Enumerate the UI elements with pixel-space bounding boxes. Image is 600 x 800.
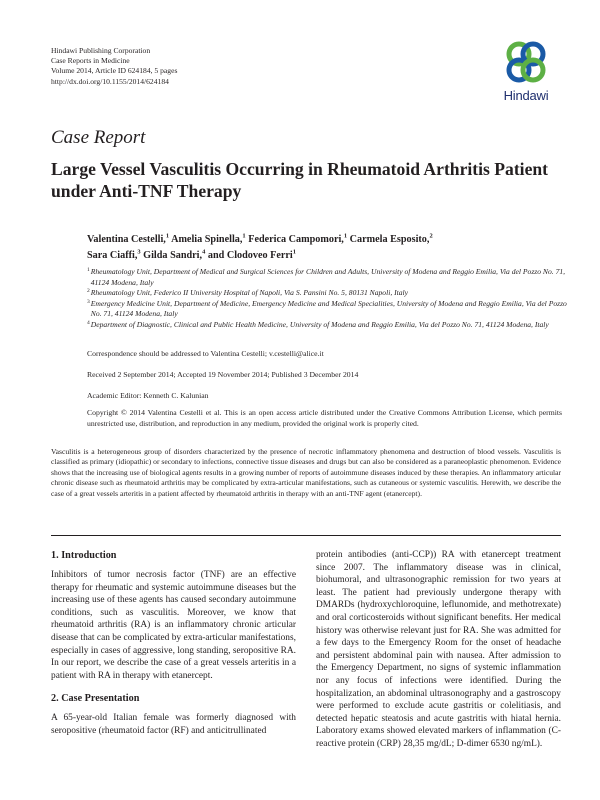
affiliation-list	[87, 267, 567, 330]
author: and Clodoveo Ferri$^1$	[207, 248, 296, 261]
publisher-name: Hindawi Publishing Corporation	[51, 46, 151, 55]
introduction-text: Inhibitors of tumor necrosis factor (TNF) are an effective therapy for rheumatic and systemic autoimmune diseases but the increasing use of these agents has caused secondary autoimmune conditions, such as vasculitis. Moreover, we know that rheumatoid arthritis (RA) is an inflammatory chronic articular disease that can be complicated by extra-articular manifestations, especially in cases of aggressive, long standing, seropositive RA. In our report, we describe the case of a great vessels arteritis in a patient with RA in therapy with etanercept.	[51, 570, 296, 681]
academic-editor: Academic Editor: Kenneth C. Kalunian	[87, 391, 209, 400]
author: Valentina Cestelli,$^1$	[87, 232, 170, 245]
affiliation: 1 Rheumatology Unit, Department of Medical and Surgical Sciences for Children and Adults, University of Modena and Reggio Emilia, Via del Pozzo No. 71, 41124 Modena, Italy	[87, 267, 566, 287]
author: Sara Ciaffi,$^3$	[87, 248, 141, 261]
case-presentation-text: A 65-year-old Italian female was formerly diagnosed with seropositive (rheumatoid factor (RF) and anticitrullinated	[51, 713, 296, 736]
correspondence: Correspondence should be addressed to Valentina Cestelli; v.cestelli@alice.it	[87, 349, 324, 358]
affiliation: 4 Department of Diagnostic, Clinical and Public Health Medicine, University of Modena and Reggio Emilia, Via del Pozzo No. 71, 41124 Modena, Italy	[87, 319, 549, 329]
hindawi-logo-icon	[497, 40, 555, 86]
article-title: Large Vessel Vasculitis Occurring in Rheumatoid Arthritis Patient under Anti-TNF Therapy	[51, 159, 549, 201]
author: Federica Campomori,$^1$	[248, 232, 348, 245]
right-column	[316, 549, 561, 751]
doi-link[interactable]: http://dx.doi.org/10.1155/2014/624184	[51, 76, 169, 86]
section-divider	[51, 535, 561, 536]
abstract: Vasculitis is a heterogeneous group of disorders characterized by the presence of necrotic inflammatory phenomena and destruction of blood vessels. Vasculitis is classified as primary (idiopathic) or secondary to infections, connective tissue diseases and drugs but can also be considered as a paraneoplastic phenomenon. Evidence shows that the increasing use of biological agents results in a growing number of reports of autoimmune diseases induced by these therapies. An inflammatory articular chronic disease such as rheumatoid arthritis may be complicated by extra-articular manifestations, such as cutaneous or systemic vasculitis. Herewith, we describe the case of a great vessels arteritis in a patient affected by rheumatoid arthritis in therapy with an anti-TNF agent (etanercept).	[51, 447, 561, 498]
copyright-notice: Copyright © 2014 Valentina Cestelli et al. This is an open access article distributed under the Creative Commons Attribution License, which permits unrestricted use, distribution, and reproduction in any medium, provided the original work is properly cited.	[87, 408, 562, 428]
section-heading-case-presentation: 2. Case Presentation	[51, 693, 140, 705]
affiliation: 2 Rheumatology Unit, Federico II University Hospital of Napoli, Via S. Pansini No. 5, 80131 Napoli, Italy	[87, 288, 409, 297]
author: Gilda Sandri,$^4$	[143, 248, 206, 261]
left-column	[51, 550, 296, 738]
author: Amelia Spinella,$^1$	[171, 232, 246, 245]
hindawi-logo	[497, 40, 555, 104]
journal-header	[51, 46, 177, 87]
journal-name: Case Reports in Medicine	[51, 56, 130, 66]
section-heading-introduction: 1. Introduction	[51, 550, 117, 561]
affiliation: 3 Emergency Medicine Unit, Department of Medicine, Emergency Medicine and Medical Specialities, University of Modena and Reggio Emilia, Via del Pozzo No. 71, 41124 Modena, Italy	[87, 298, 567, 318]
logo-text: Hindawi	[503, 88, 549, 103]
author: Carmela Esposito,$^2$	[349, 232, 433, 245]
dates: Received 2 September 2014; Accepted 19 November 2014; Published 3 December 2014	[87, 370, 359, 379]
article-type: Case Report	[51, 127, 146, 148]
author-list	[87, 232, 567, 264]
case-presentation-continued: protein antibodies (anti-CCP)) RA with etanercept treatment since 2007. The inflammatory disease was in clinical, biohumoral, and ultrasonographic remission for two years at least. The patient had previously undergone therapy with DMARDs (hydroxychloroquine, leflunomide, and methotrexate) and oral corticosteroids without significant benefits. Her medical history was otherwise relevant just for RA. She was admitted for a few days to the Emergency Room for the onset of headache and persistent abdominal pain with nausea. After admission to the Emergency Department, no signs of systemic inflammation nor any focus of infections were identified. During the hospitalization, an abdominal ultrasonography and a gastroscopy were performed to exclude acute gastritis or colelitiasis, and detected hepatic steatosis and acute gastritis with hiatal hernia. Laboratory exams showed elevated markers of inflammation (C-reactive protein (CRP) 28,35 mg/dL; D-dimer 6530 ng/mL).	[316, 550, 561, 749]
volume-line: Volume 2014, Article ID 624184, 5 pages	[51, 66, 178, 76]
